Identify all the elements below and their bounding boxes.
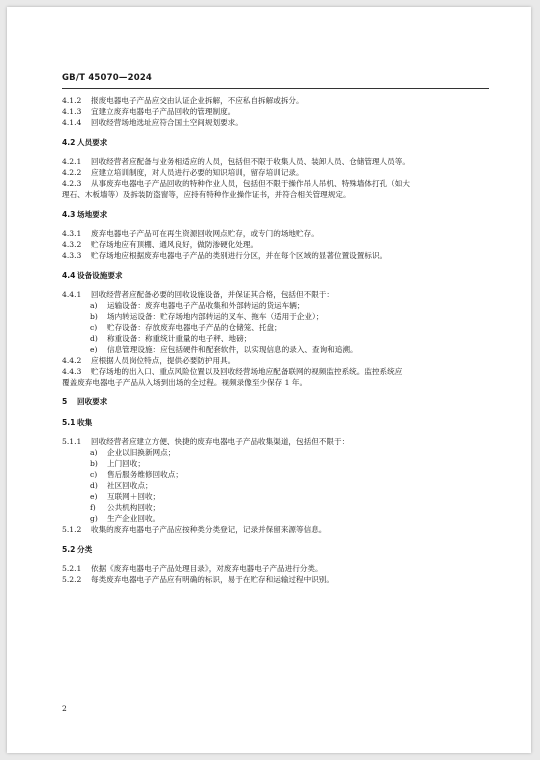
page-body	[62, 95, 489, 585]
heading-4-4: 4.4 设备设施要求	[62, 271, 123, 280]
list-item: a) 运输设备：废弃电器电子产品收集和外部转运的货运车辆；	[90, 301, 305, 310]
clause-4-3-3: 4.3.3 贮存场地应根据废弃电器电子产品的类别进行分区，并在每个区域的显著位置设置标识。	[62, 251, 388, 260]
clause-5-1-2: 5.1.2 收集的废弃电器电子产品应按种类分类登记，记录并保留来源等信息。	[62, 525, 327, 534]
list-item: f) 公共机构回收；	[90, 503, 161, 512]
clause-4-1-4: 4.1.4 回收经营场地选址应符合国土空间规划要求。	[62, 118, 243, 127]
page-number: 2	[62, 704, 67, 713]
list-item: b) 上门回收；	[90, 459, 145, 468]
list-item: c) 贮存设备：存放废弃电器电子产品的仓储笼、托盘；	[90, 323, 282, 332]
header-rule	[62, 88, 489, 89]
clause-4-4-1: 4.4.1 回收经营者应配备必要的回收设施设备，并保证其合格，包括但不限于：	[62, 290, 334, 299]
document-page	[7, 7, 531, 753]
clause-5-1-1: 5.1.1 回收经营者应建立方便、快捷的废弃电器电子产品收集渠道，包括但不限于：	[62, 437, 350, 446]
heading-4-2: 4.2 人员要求	[62, 138, 108, 147]
clause-4-2-2: 4.2.2 应建立培训制度，对人员进行必要的知识培训，留存培训记录。	[62, 168, 304, 177]
list-item: b) 场内转运设备：贮存场地内部转运的叉车、拖车（适用于企业）；	[90, 312, 324, 321]
heading-4-3: 4.3 场地要求	[62, 210, 108, 219]
list-item: d) 称重设备：称重统计重量的电子秤、地磅；	[90, 334, 252, 343]
clause-4-1-2: 4.1.2 报废电器电子产品应交由认证企业拆解，不应私自拆解或拆分。	[62, 96, 304, 105]
clause-4-2-3-cont: 理石、木板墙等）及拆装防盗窗等，应持有特种作业操作证书，并符合相关管理规定。	[62, 190, 351, 199]
clause-4-4-3: 4.4.3 贮存场地的出入口、重点风险位置以及回收经营场地应配备联网的视频监控系统。监控系统应	[62, 367, 403, 376]
list-item: e) 互联网＋回收；	[90, 492, 161, 501]
list-item: a) 企业以旧换新网点；	[90, 448, 176, 457]
list-item: g) 生产企业回收。	[90, 514, 161, 523]
standard-number: GB/T 45070—2024	[62, 73, 153, 83]
list-item: d) 社区回收点；	[90, 481, 153, 490]
list-item: c) 售后服务维修回收点；	[90, 470, 183, 479]
clause-4-2-3: 4.2.3 从事废弃电器电子产品回收的特种作业人员，包括但不限于操作吊人吊机、特殊墙体打孔（如大	[62, 179, 410, 188]
heading-5-1: 5.1 收集	[62, 418, 93, 427]
clause-4-4-2: 4.4.2 应根据人员岗位特点，提供必要防护用具。	[62, 356, 236, 365]
clause-5-2-2: 5.2.2 每类废弃电器电子产品应有明确的标识，易于在贮存和运输过程中识别。	[62, 575, 334, 584]
list-item: e) 信息管理设施：应包括硬件和配套软件，以实现信息的录入、查询和追溯。	[90, 345, 358, 354]
clause-4-3-2: 4.3.2 贮存场地应有顶棚、通风良好，做防渗硬化处理。	[62, 240, 259, 249]
clause-4-3-1: 4.3.1 废弃电器电子产品可在再生资源回收网点贮存，或专门的场地贮存。	[62, 229, 319, 238]
clause-5-2-1: 5.2.1 依据《废弃电器电子产品处理目录》，对废弃电器电子产品进行分类。	[62, 564, 323, 573]
heading-5: 5 回收要求	[62, 397, 108, 406]
clause-4-2-1: 4.2.1 回收经营者应配备与业务相适应的人员，包括但不限于收集人员、装卸人员、仓储管理人员等。	[62, 157, 410, 166]
clause-4-4-3-cont: 覆盖废弃电器电子产品从入场到出场的全过程。视频录像至少保存 1 年。	[62, 378, 308, 387]
clause-4-1-3: 4.1.3 宜建立废弃电器电子产品回收的管理制度。	[62, 107, 236, 116]
heading-5-2: 5.2 分类	[62, 545, 93, 554]
